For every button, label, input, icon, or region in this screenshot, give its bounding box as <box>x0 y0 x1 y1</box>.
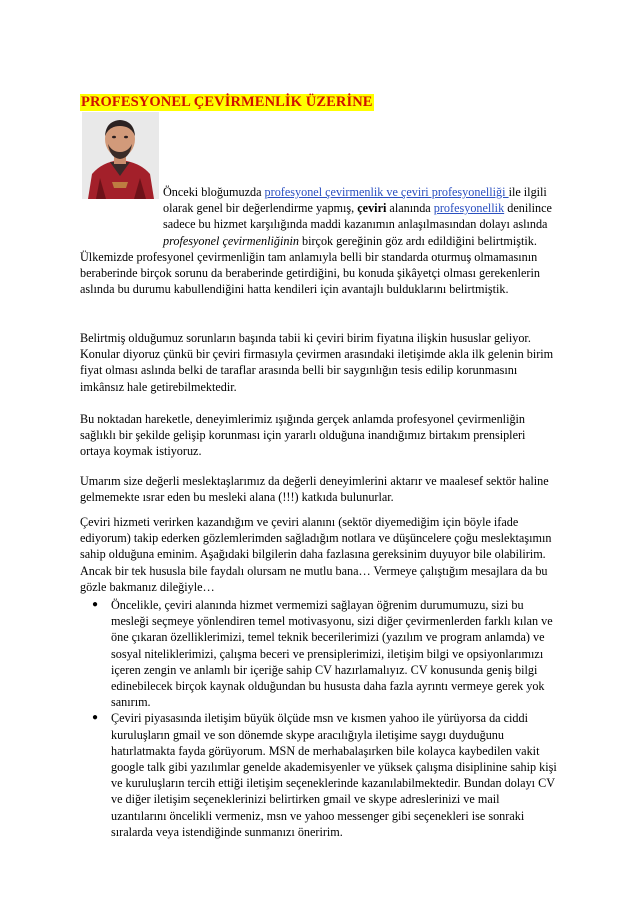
paragraph-2: Belirtmiş olduğumuz sorunların başında tabii ki çeviri birim fiyatına ilişkin hususlar geliyor. Konular diyoruz çünkü bir çeviri firmasıyla çevirmen arasındaki iletişimde akla ilk gelenin birim fiyat olması aslında belki de taraflar arasında belli bir saygınlığın tesis edilip korunmasını imkânsız hale getirebilmektedir. <box>80 331 554 394</box>
intro-italic: profesyonel çevirmenliğinin <box>163 233 299 248</box>
bullet-dot-icon: ● <box>92 712 99 724</box>
bullet-list <box>80 597 558 840</box>
link-profesyonel-cevirmenlik[interactable]: profesyonel çevirmenlik ve çeviri profesyonelliği <box>264 185 509 199</box>
paragraph-4: Umarım size değerli meslektaşlarımız da değerli deneyimlerini aktarır ve maalesef sektör haline gelmemekte ısrar eden bu mesleki alana (!!!) katkıda bulunurlar. <box>80 474 549 505</box>
document-title: PROFESYONEL ÇEVİRMENLİK ÜZERİNE <box>81 94 373 110</box>
list-item-text: Çeviri piyasasında iletişim büyük ölçüde msn ve kısmen yahoo ile yürüyorsa da ciddi kuruluşların gmail ve son dönemde skype aracılığıyla iletişime saygı duyduğunu hatırlatmakta fayda görüyorum. MSN de merhabalaşırken bile kolayca kaybedilen vakit google talk gibi yazılımlar genelde akademisyenler ve yüksek çalışma disiplinine sahip kişi ve kuruluşların tercih ettiği iletişim seçeneklerinde kazanılabilmektedir. Bundan dolayı CV ve diğer iletişim seçeneklerinizi belirtirken gmail ve skype adreslerinizi ve mail uzantılarını öncelikli vermeniz, msn ve yahoo messenger gibi seçenekleri ise sonraki sıralarda veya istendiğinde sunmanızı öneririm. <box>111 711 557 839</box>
paragraph-1: Ülkemizde profesyonel çevirmenliğin tam anlamıyla belli bir standarda oturmuş olmamasının beraberinde birçok sorunu da beraberinde getirdiğini, bu konuda şikâyetçi olması gerekenlerin aslında bu durumu kabullendiğini hatta kendileri için avantajlı bulduklarını belirtmiştik. <box>80 250 540 297</box>
link-profesyonellik[interactable]: profesyonellik <box>433 201 505 216</box>
paragraph-5: Çeviri hizmeti verirken kazandığım ve çeviri alanını (sektör diyemediğim için böyle ifade ediyorum) takip ederken gözlemlerimden sağladığım notlara ve düşüncelere çoğu meslektaşımın sahip olduğuna eminim. Aşağıdaki bilgilerin daha fazlasına gereksinim duyuyor bile olabilirim. Ancak bir tek hususla bile faydalı olursam ne mutlu bana… Vermeye çalıştığım mesajlara da bu gözle bakmanız dileğiyle… <box>80 515 552 594</box>
list-item <box>80 710 558 840</box>
intro-bold-ceviri: çeviri <box>357 201 387 216</box>
paragraph-3: Bu noktadan hareketle, deneyimlerimiz ışığında gerçek anlamda profesyonel çevirmenliğin sağlıklı bir şekilde gelişip korunması için yararlı olduğuna inandığımız birtakım prensipleri ortaya koymak istiyoruz. <box>80 412 526 459</box>
list-item-text: Öncelikle, çeviri alanında hizmet vermemizi sağlayan öğrenim durumumuzu, sizi bu mesleği seçmeye yönlendiren temel motivasyonu, sizi diğer çevirmenlerden farklı kılan ve öne çıkaran özelliklerimizi, temel teknik becerilerimizi (yazılım ve program anlamda) ve sosyal niteliklerimizi, çalışma beceri ve prensiplerimizi, iletişim bilgi ve opsiyonlarımızı içeren zengin ve anlamlı bir içeriğe sahip CV hazırlamalıyız. CV konusunda geniş bilgi edinebilecek birçok kaynak olduğundan bu hususta daha fazla ayrıntı vermeye gerek yok sanırım. <box>111 598 553 710</box>
intro-paragraph <box>80 184 558 249</box>
list-item <box>80 597 558 710</box>
intro-text-2: ile ilgili olarak genel bir değerlendirme yapmış, <box>163 185 547 216</box>
intro-text-4: denilince sadece bu hizmet karşılığında maddi kazanımın anlaşılmasından dolayı aslında <box>163 201 552 232</box>
intro-text-5: birçok gereğinin göz ardı edildiğini belirtmiştik. <box>298 233 537 248</box>
bullet-dot-icon: ● <box>92 599 99 610</box>
intro-text-1: Önceki bloğumuzda <box>163 185 265 199</box>
intro-text-3: alanında <box>386 201 434 216</box>
